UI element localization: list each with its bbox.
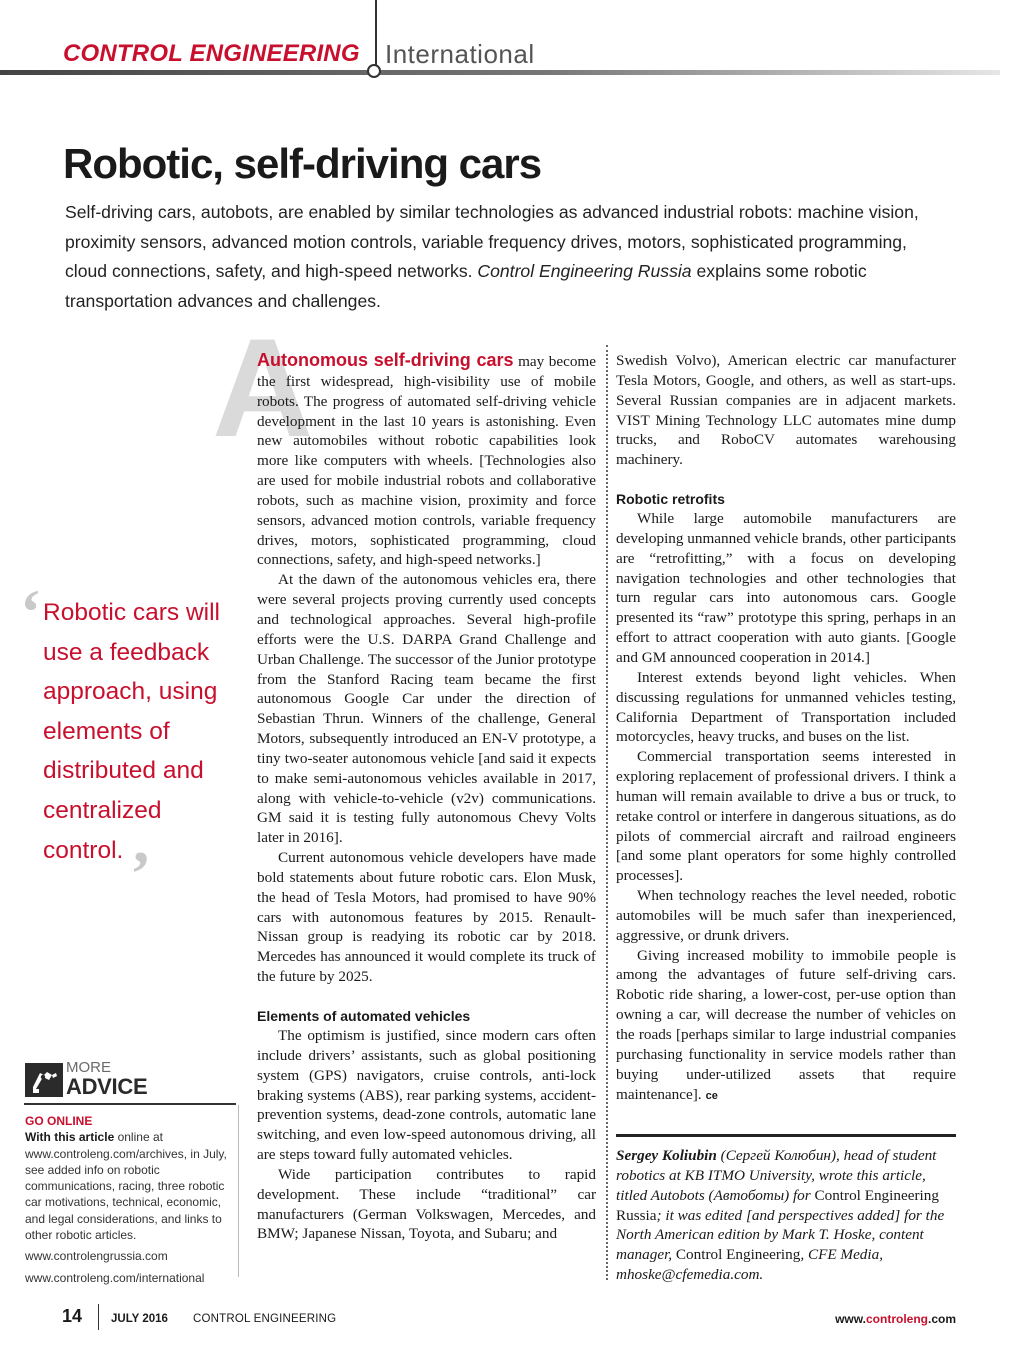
- advice-text: [25, 1129, 240, 1243]
- author-bio: [616, 1146, 956, 1285]
- paragraph: While large automobile manufacturers are developing unmanned vehicle brands, other participants are “retrofitting,” with a focus on developing navigation technologies and other technologies that turn regular cars into autonomous cars. Google presented its “raw” prototype this spring, perhaps in an effort to attract cooperation with auto giants. [Google and GM announced cooperation in 2014.]: [616, 510, 956, 666]
- paragraph: The optimism is justified, since modern cars often include drivers’ assistants, such as global positioning system (GPS) navigators, cruise controls, anti-lock braking systems (ABS), rear parking systems, accident-prevention systems, dead-zone controls, automatic lane switching, and even low-speed autonomous driving, all are steps toward fully automated vehicles.: [257, 1027, 596, 1164]
- deck-main: Self-driving cars, autobots, are enabled by similar technologies as advanced industrial robots: machine vision, proximity sensors, advanced motion controls, variable frequency drives, motors, sophisticated programming, cloud connections, safety, and high-speed networks.: [65, 202, 919, 281]
- subhead-elements: Elements of automated vehicles: [257, 1008, 471, 1024]
- paragraph: Swedish Volvo), American electric car manufacturer Tesla Motors, Google, and others, as well as start-ups. Several Russian companies are in adjacent markets. VIST Mining Technology LLC automates mine dump trucks, and RoboCV automates warehousing machinery.: [616, 352, 956, 469]
- footer-divider: [98, 1304, 99, 1330]
- column-divider: [606, 345, 608, 1280]
- article-title: Robotic, self-driving cars: [63, 140, 542, 187]
- paragraph: [616, 946, 956, 1107]
- subhead-retrofits: Robotic retrofits: [616, 491, 725, 508]
- page-header: [0, 0, 1024, 90]
- bio-text: ; it was edited [and perspectives added] for the North American edition by Mark T. Hoske, content manager,: [616, 1206, 945, 1264]
- paragraph: Commercial transportation seems interested in exploring replacement of professional drivers. I think a human will remain available to drive a bus or truck, to retake control or interfere in dangerous situations, as do pilots of commercial aircraft and railroad engineers [and some plant operators for some highly controlled processes].: [616, 748, 956, 885]
- advice-body-text: online at www.controleng.com/archives, in July, see added info on robotic communications, racing, three robotic car motivations, technical, economic, and legal considerations, and links to other robotic articles.: [25, 1130, 227, 1243]
- robot-arm-icon: [25, 1063, 63, 1097]
- advice-side-rule: [238, 1105, 239, 1277]
- header-rule-dot: [367, 64, 381, 78]
- author-name: Sergey Koliubin: [616, 1147, 717, 1164]
- footer-publication: CONTROL ENGINEERING: [193, 1313, 337, 1325]
- quote-close-mark: ’: [130, 838, 152, 909]
- quote-open-mark: ‘: [20, 576, 42, 647]
- deck-tail: explains some robotic transportation advances and challenges.: [65, 261, 867, 311]
- bio-publication: Control Engineering: [675, 1246, 801, 1264]
- go-online-heading: GO ONLINE: [25, 1114, 93, 1128]
- link-controlengrussia[interactable]: www.controlengrussia.com: [25, 1249, 168, 1264]
- more-label: MORE: [66, 1059, 111, 1076]
- header-rule: [0, 70, 1000, 75]
- paragraph-text: may become the first widespread, high-visibility use of mobile robots. The progress of automated self-driving vehicle development in the last 10 years is astonishing. Even new automobiles without robotic capabilities look more like computers with wheels. [Technologies also are used for mobile industrial robots and collaborative robots, such as machine vision, proximity and force sensors, advanced motion controls, variable frequency drives, motors, sophisticated programming, cloud connections, safety, and high-speed networks.]: [257, 353, 596, 569]
- drop-cap: A: [212, 309, 314, 466]
- footer-url[interactable]: [835, 1312, 956, 1326]
- header-divider: [375, 0, 377, 66]
- paragraph: Current autonomous vehicle developers have made bold statements about future robotic cars. Elon Musk, the head of Tesla Motors, had promised to have 90% cars with autonomous features by 2015. Renault-Nissan group is readying its robotic car by 2018. Mercedes has announced it would complete its truck of the future by 2025.: [257, 849, 596, 986]
- url-brand: controleng: [865, 1312, 928, 1326]
- paragraph: When technology reaches the level needed, robotic automobiles will be much safer than inexperienced, aggressive, or drunk drivers.: [616, 887, 956, 944]
- advice-label: ADVICE: [66, 1074, 148, 1099]
- paragraph: Interest extends beyond light vehicles. When discussing regulations for unmanned vehicles testing, California Department of Transportation included motorcycles, heavy trucks, and buses on the list.: [616, 668, 956, 746]
- brand-edition: International: [385, 39, 535, 69]
- url-prefix: www.: [835, 1312, 866, 1326]
- article-deck: [65, 198, 935, 316]
- lead-in: Autonomous self-driving cars: [257, 350, 514, 370]
- advice-rule: [24, 1103, 236, 1105]
- article-column-2: [616, 351, 956, 1106]
- bio-publication: Control Engineering Russia: [616, 1186, 939, 1224]
- advice-lead: With this article: [25, 1130, 115, 1145]
- end-mark: ce: [705, 1089, 718, 1102]
- paragraph: [257, 351, 596, 570]
- link-controleng-international[interactable]: www.controleng.com/international: [25, 1270, 205, 1285]
- paragraph-text: Giving increased mobility to immobile people is among the advantages of future self-driving cars. Robotic ride sharing, a lower-cost, per-use option than owning a car, will decrease the number of vehicles on the roads [perhaps similar to large industrial companies purchasing functionality in service models rather than buying under-utilized assets that require maintenance].: [616, 946, 956, 1103]
- brand-logo: CONTROL ENGINEERING: [63, 40, 360, 67]
- paragraph: Wide participation contributes to rapid development. These include “traditional” car manufacturers (German Volkswagen, Mercedes, and BMW; Japanese Nissan, Toyota, and Subaru; and: [257, 1165, 596, 1243]
- pull-quote: Robotic cars will use a feedback approach, using elements of distributed and centralized control.: [43, 599, 220, 864]
- more-advice-box: [25, 1113, 240, 1286]
- deck-source: Control Engineering Russia: [477, 261, 692, 281]
- bio-rule: [616, 1134, 956, 1137]
- page-number: 14: [62, 1306, 83, 1326]
- bio-text: , CFE Media, mhoske@cfemedia.com.: [616, 1246, 884, 1284]
- article-column-1: [257, 351, 596, 1244]
- url-suffix: .com: [927, 1312, 956, 1326]
- issue-date: JULY 2016: [111, 1313, 168, 1325]
- bio-text: (Сергей Колюбин), head of student robotics at KB ITMO University, wrote this article, titled Autobots (Автоботы) for: [616, 1147, 937, 1204]
- paragraph: At the dawn of the autonomous vehicles era, there were several projects proving currently used concepts and technological approaches. Several high-profile efforts were the U.S. DARPA Grand Challenge and Urban Challenge. The successor of the Junior prototype from the Stanford Racing team became the first autonomous Google Car under the direction of Sebastian Thrun. Winners of the challenge, General Motors, subsequently introduced an EN-V prototype, a tiny two-seater autonomous vehicle [and said it expects to make semi-autonomous vehicles available in 2017, along with vehicle-to-vehicle (v2v) communications. GM said it is testing fully autonomous Chevy Volts later in 2016].: [257, 571, 596, 847]
